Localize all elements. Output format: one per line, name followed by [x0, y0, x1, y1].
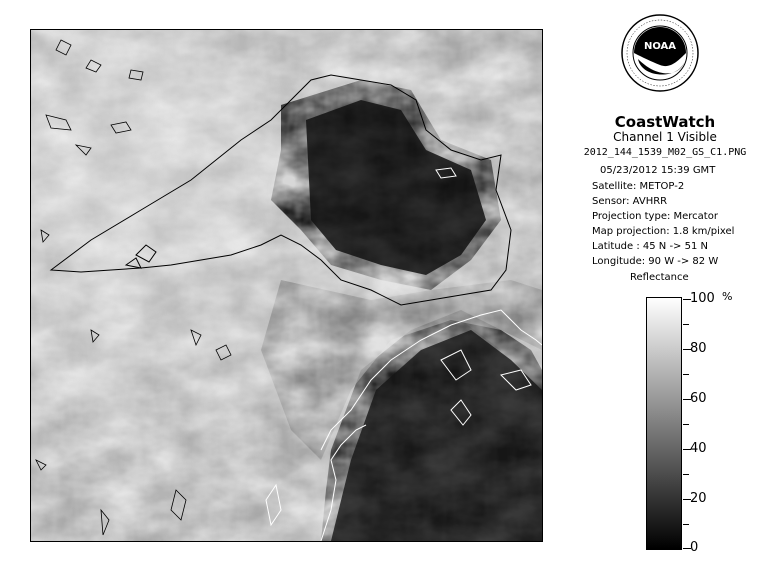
map-projection-text: Map projection: 1.8 km/pixel: [592, 226, 735, 237]
channel-subtitle: Channel 1 Visible: [613, 130, 717, 144]
latitude-text: Latitude : 45 N -> 51 N: [592, 241, 708, 252]
app-title: CoastWatch: [614, 113, 716, 131]
longitude-text: Longitude: 90 W -> 82 W: [592, 256, 719, 267]
colorbar-tick: [683, 374, 689, 375]
projection-type-text: Projection type: Mercator: [592, 211, 718, 222]
colorbar-tick: [683, 524, 689, 525]
datetime-text: 05/23/2012 15:39 GMT: [600, 165, 716, 176]
colorbar-tick: [683, 424, 689, 425]
colorbar-label-20: 20: [690, 491, 707, 506]
colorbar-tick: [683, 324, 689, 325]
colorbar-unit: %: [722, 290, 733, 303]
satellite-image-svg: [31, 30, 542, 541]
noaa-logo: [620, 13, 700, 93]
colorbar-label-80: 80: [690, 341, 707, 356]
colorbar: [646, 297, 682, 550]
noaa-logo-text: NOAA: [643, 41, 677, 52]
colorbar-tick: [683, 474, 689, 475]
colorbar-label-0: 0: [690, 540, 699, 555]
satellite-text: Satellite: METOP-2: [592, 181, 685, 192]
file-name: 2012_144_1539_M02_GS_C1.PNG: [583, 147, 747, 158]
colorbar-label-60: 60: [690, 391, 707, 406]
satellite-image: [30, 29, 543, 542]
colorbar-title: Reflectance: [630, 272, 689, 283]
sensor-text: Sensor: AVHRR: [592, 196, 668, 207]
colorbar-label-40: 40: [690, 441, 707, 456]
colorbar-label-100: 100: [690, 291, 715, 306]
